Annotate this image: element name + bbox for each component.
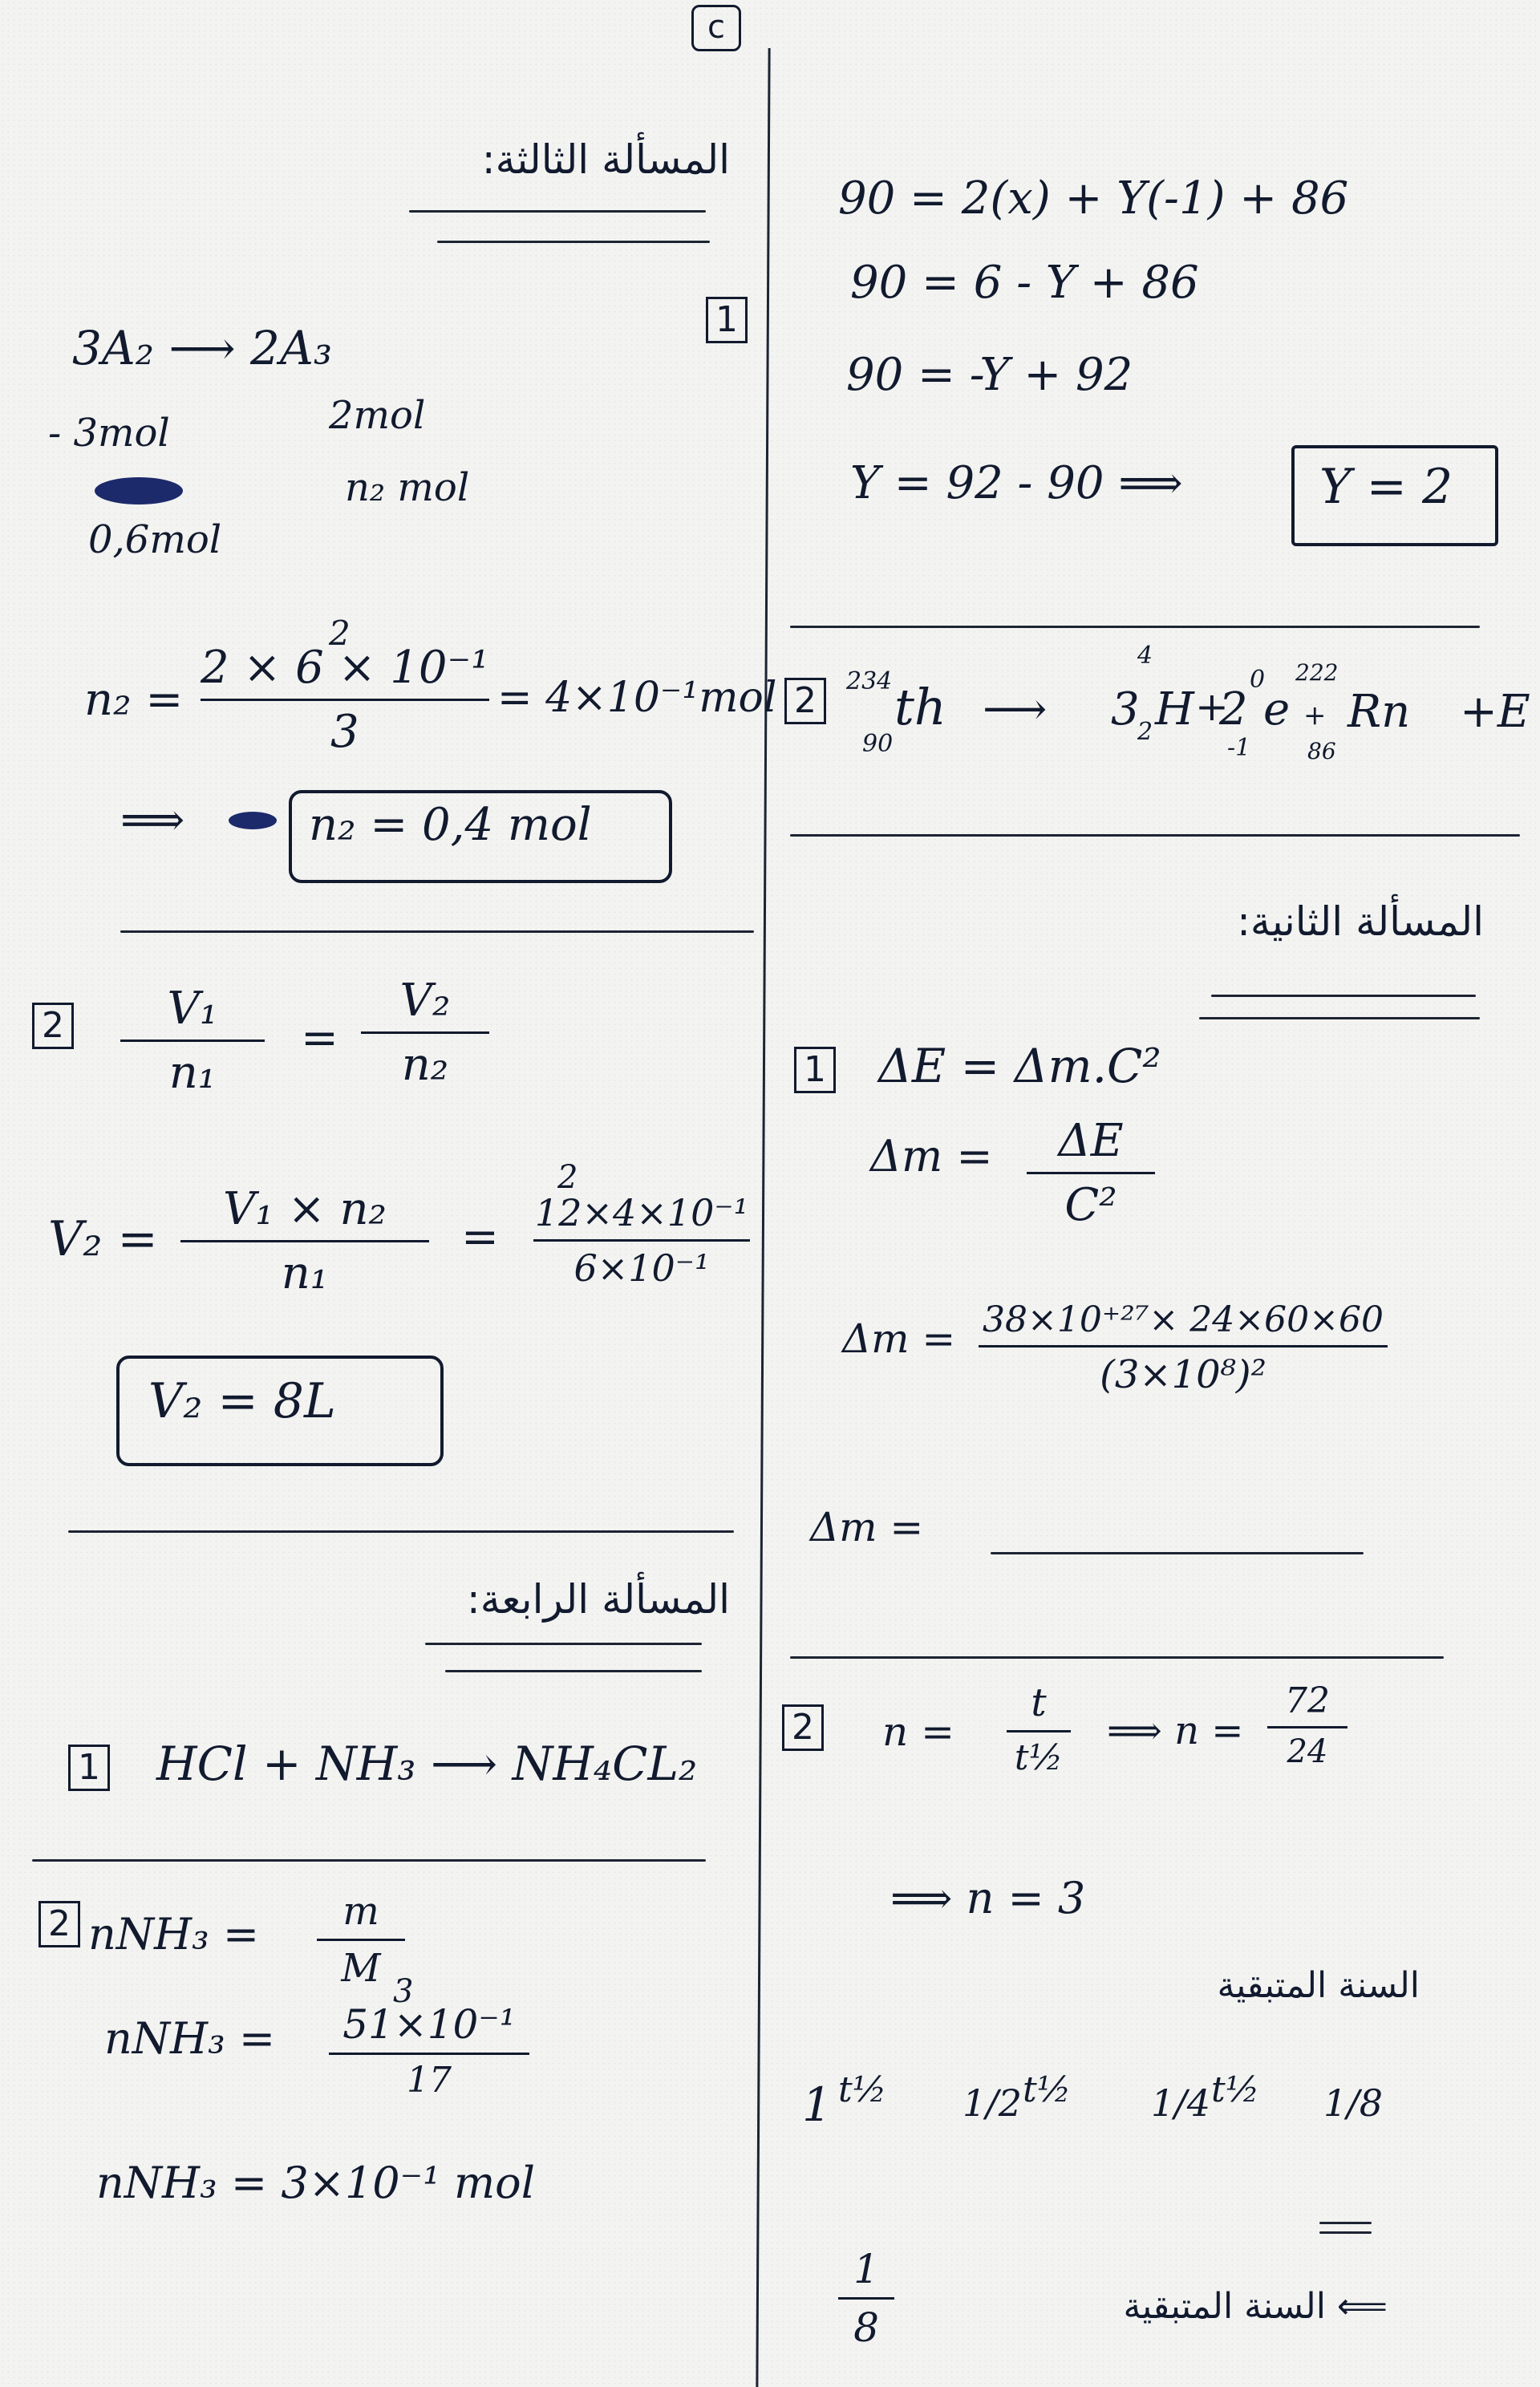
- final-fraction: [838, 2246, 894, 2351]
- q3-title-underline-2: [437, 241, 710, 243]
- fraction-bar: [329, 2053, 529, 2055]
- chain-t1: t½: [838, 2069, 887, 2110]
- q2-dm-fraction: [1027, 1115, 1155, 1231]
- chain-double-underline-1: [1319, 2222, 1372, 2224]
- nuclear-arrow: ⟶: [983, 683, 1048, 736]
- q3-title: المسألة الثالثة:: [481, 136, 730, 183]
- q2-n-numerator: t: [1031, 1680, 1047, 1725]
- calc-line1: 90 = 2(x) + Y(-1) + 86: [838, 172, 1349, 225]
- q3-title-underline-1: [409, 210, 706, 213]
- v2-small: 2: [557, 1159, 578, 1196]
- q3-n2-lhs: n₂ =: [84, 674, 184, 726]
- q2-dm2-fraction: [979, 1299, 1388, 1397]
- v-fraction-left: [120, 983, 265, 1099]
- fraction-bar: [201, 699, 489, 701]
- q2-dm-numerator: ΔE: [1058, 1115, 1124, 1167]
- v-equals: =: [301, 1012, 338, 1064]
- rn-symbol: Rn: [1348, 686, 1411, 738]
- fraction-bar: [361, 1031, 489, 1034]
- th-atomic: 90: [862, 730, 894, 758]
- right-separator-1: [790, 626, 1480, 628]
- q4-line1-denominator: M: [341, 1946, 381, 1991]
- e-coef: 2: [1219, 683, 1248, 736]
- he-mass: 4: [1137, 642, 1153, 670]
- final-label: ⟸ السنة المتبقية: [1123, 2286, 1388, 2327]
- v2-fraction-2: [533, 1191, 750, 1290]
- q3-mol-d: 0,6mol: [88, 517, 222, 562]
- q2-title-underline-2: [1199, 1017, 1480, 1019]
- q4-line3: nNH₃ = 3×10⁻¹ mol: [96, 2158, 535, 2208]
- right-separator-2: [790, 834, 1520, 837]
- q4-line2-fraction: [329, 2001, 529, 2101]
- q2-line1: ΔE = Δm.C²: [878, 1039, 1161, 1093]
- plus-2: +: [1303, 699, 1327, 732]
- he-atomic: 2: [1137, 718, 1153, 746]
- v2-fraction: [180, 1183, 429, 1299]
- right-separator-3: [790, 1656, 1444, 1659]
- he-coef: 3: [1111, 683, 1140, 736]
- plus-1: +: [1195, 683, 1229, 730]
- q2-dm-denominator: C²: [1064, 1179, 1117, 1231]
- q3-item2-label: 2: [32, 1003, 74, 1049]
- q3-separator-1: [120, 930, 754, 933]
- q4-reaction: HCl + NH₃ ⟶ NH₄CL₂: [156, 1737, 698, 1791]
- q2-item1-label: 1: [794, 1047, 836, 1093]
- q4-line2-small: 3: [393, 1973, 414, 2010]
- q3-n2-result: = 4×10⁻¹mol: [497, 674, 777, 722]
- q3-n2-fraction: [201, 642, 489, 758]
- fraction-bar: [533, 1239, 750, 1242]
- final-denominator: 8: [853, 2304, 879, 2351]
- calc-line4: Y = 92 - 90 ⟹: [850, 457, 1183, 509]
- center-divider: [756, 48, 770, 2387]
- plus-energy: +E: [1460, 686, 1530, 738]
- fraction-bar: [979, 1345, 1388, 1348]
- v-fraction-right-numerator: V₂: [399, 975, 451, 1027]
- q3-n2-numerator: 2 × 6 × 10⁻¹: [201, 642, 489, 694]
- th-symbol: th: [894, 678, 946, 736]
- v-fraction-right: [361, 975, 489, 1091]
- q2-n-lhs: n =: [882, 1708, 954, 1755]
- v2-boxed: V₂ = 8L: [148, 1373, 336, 1429]
- small-scribble: [229, 812, 277, 829]
- q2-dm2-numerator: 38×10⁺²⁷× 24×60×60: [983, 1299, 1384, 1340]
- v2-numerator: V₁ × n₂: [223, 1183, 387, 1235]
- fraction-bar: [317, 1939, 405, 1941]
- e-mass: 0: [1250, 666, 1266, 694]
- q4-line2: nNH₃ =: [104, 2013, 276, 2064]
- q2-sub-title: السنة المتبقية: [1217, 1965, 1420, 2006]
- fraction-bar: [120, 1040, 265, 1042]
- q2-title-underline-1: [1211, 995, 1476, 997]
- q2-dm2-denominator: (3×10⁸)²: [1100, 1352, 1266, 1397]
- q3-n2-denominator: 3: [330, 706, 359, 758]
- q2-dm2-lhs: Δm =: [842, 1315, 956, 1362]
- fraction-bar: [1007, 1730, 1071, 1732]
- fraction-bar: [1267, 1726, 1348, 1728]
- q3-n2-small: 2: [329, 614, 351, 653]
- nuclear-item-label: 2: [784, 678, 826, 724]
- q4-separator: [32, 1859, 706, 1862]
- chain-quarter: 1/4: [1151, 2081, 1211, 2125]
- q4-line1-fraction: [317, 1889, 405, 1991]
- q4-line1: nNH₃ =: [88, 1909, 260, 1959]
- q2-title: المسألة الثانية:: [1237, 898, 1484, 945]
- e-atomic: -1: [1227, 734, 1251, 762]
- q3-mol-a: - 3mol: [48, 411, 170, 456]
- crossed-out-scribble: [95, 477, 183, 505]
- q3-mol-b: 2mol: [329, 393, 426, 438]
- v2-denominator-2: 6×10⁻¹: [573, 1246, 710, 1290]
- v-fraction-left-numerator: V₁: [167, 983, 218, 1035]
- fraction-bar: [180, 1240, 429, 1242]
- y-boxed: Y = 2: [1319, 459, 1453, 515]
- fraction-bar: [838, 2297, 894, 2300]
- q2-dm-blank-line: [991, 1552, 1364, 1554]
- q2-n-fraction-2: [1267, 1680, 1348, 1770]
- q3-n2-boxed: n₂ = 0,4 mol: [309, 799, 592, 851]
- q2-dm3: Δm =: [810, 1504, 924, 1550]
- q4-title-underline-1: [425, 1643, 702, 1645]
- q2-n-arrow: ⟹ n =: [1107, 1708, 1244, 1753]
- rn-mass: 222: [1295, 659, 1339, 686]
- chain-t3: t½: [1211, 2069, 1260, 2110]
- v-fraction-right-denominator: n₂: [401, 1039, 449, 1091]
- q4-line2-numerator: 51×10⁻¹: [342, 2001, 516, 2048]
- q2-dm-lhs: Δm =: [870, 1131, 993, 1181]
- chain-double-underline-2: [1319, 2231, 1372, 2234]
- q3-reaction: 3A₂ ⟶ 2A₃: [72, 321, 333, 375]
- q2-n-denominator: t½: [1014, 1737, 1064, 1778]
- calc-line3: 90 = -Y + 92: [846, 349, 1133, 401]
- q4-line2-denominator: 17: [407, 2060, 452, 2101]
- q3-n2-arrow: ⟹: [120, 794, 185, 846]
- q2-n-denominator-2: 24: [1287, 1733, 1328, 1770]
- q2-n-result: ⟹ n = 3: [890, 1873, 1086, 1923]
- th-mass: 234: [846, 667, 893, 695]
- v2-numerator-2: 12×4×10⁻¹: [534, 1191, 749, 1234]
- q3-separator-2: [68, 1530, 734, 1533]
- q3-item1-label: 1: [706, 297, 748, 343]
- q4-item2-label: 2: [38, 1901, 80, 1947]
- q4-title-underline-2: [445, 1670, 702, 1672]
- v-fraction-left-denominator: n₁: [168, 1047, 217, 1099]
- chain-t2: t½: [1023, 2069, 1072, 2110]
- q2-item2-label: 2: [782, 1704, 824, 1751]
- rn-atomic: 86: [1307, 738, 1336, 764]
- q4-title: المسألة الرابعة:: [466, 1576, 730, 1623]
- q2-n-numerator-2: 72: [1285, 1680, 1330, 1721]
- chain-eighth: 1/8: [1323, 2081, 1384, 2125]
- page-marker: c: [691, 5, 741, 51]
- chain-1: 1: [802, 2077, 832, 2132]
- q4-line1-numerator: m: [342, 1889, 379, 1934]
- calc-line2: 90 = 6 - Y + 86: [850, 257, 1199, 309]
- q3-mol-c: n₂ mol: [345, 465, 470, 510]
- v2-equals-2: =: [461, 1211, 499, 1263]
- v2-lhs: V₂ =: [48, 1211, 158, 1267]
- he-symbol: H: [1155, 683, 1194, 736]
- q4-item1-label: 1: [68, 1745, 110, 1791]
- v2-denominator: n₁: [281, 1247, 329, 1299]
- q2-n-fraction: [1007, 1680, 1071, 1778]
- final-numerator: 1: [853, 2246, 879, 2292]
- e-symbol: e: [1263, 683, 1291, 736]
- fraction-bar: [1027, 1172, 1155, 1174]
- chain-half: 1/2: [962, 2081, 1023, 2125]
